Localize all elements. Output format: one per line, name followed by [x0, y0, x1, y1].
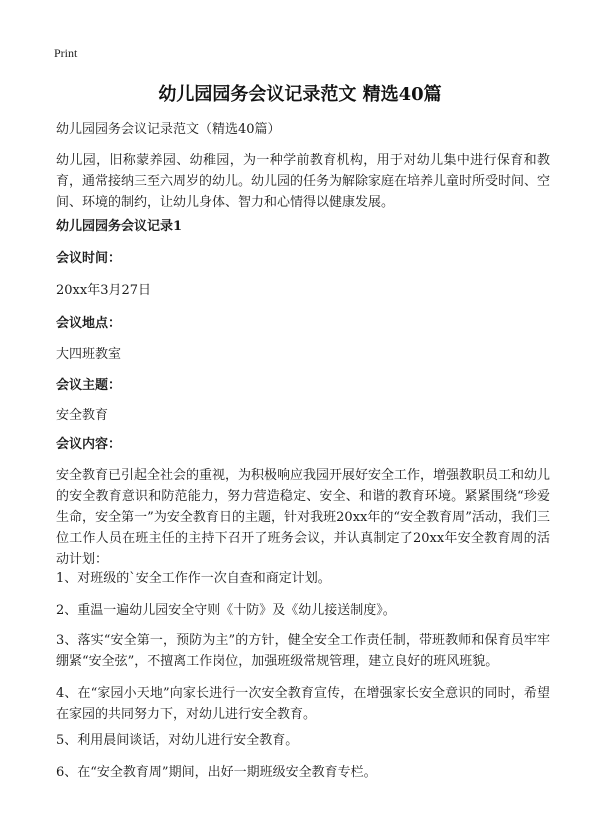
list-item: 2、重温一遍幼儿园安全守则《十防》及《幼儿接送制度》。	[56, 603, 396, 618]
print-label[interactable]: Print	[54, 46, 78, 60]
page-title: 幼儿园园务会议记录范文 精选40篇	[158, 84, 442, 105]
list-item: 4、在“家园小天地”向家长进行一次安全教育宣传，在增强家长安全意识的同时，希望在家园的共同努力下，对幼儿进行安全教育。	[56, 686, 550, 722]
meeting-time-value: 20xx年3月27日	[56, 283, 152, 298]
list-item: 5、利用晨间谈话，对幼儿进行安全教育。	[56, 733, 299, 748]
list-item: 1、对班级的`安全工作作一次自查和商定计划。	[56, 571, 331, 586]
intro-paragraph: 幼儿园，旧称蒙养园、幼稚园，为一种学前教育机构，用于对幼儿集中进行保育和教育，通常接纳三至六周岁的幼儿。幼儿园的任务为解除家庭在培养儿童时所受时间、空间、环境的制约，让幼儿身体、智力和心情得以健康发展。	[56, 153, 551, 210]
meeting-content-label: 会议内容：	[56, 437, 122, 452]
list-item: 6、在“安全教育周”期间，出好一期班级安全教育专栏。	[56, 765, 377, 780]
meeting-place-value: 大四班教室	[56, 347, 122, 362]
subtitle: 幼儿园园务会议记录范文（精选40篇）	[56, 122, 281, 137]
meeting-place-label: 会议地点：	[56, 316, 122, 331]
meeting-time-label: 会议时间：	[56, 251, 122, 266]
meeting-topic-value: 安全教育	[56, 408, 109, 423]
content-paragraph: 安全教育已引起全社会的重视，为积极响应我园开展好安全工作，增强教职员工和幼儿的安全教育意识和防范能力，努力营造稳定、安全、和谐的教育环境。紧紧围绕“珍爱生命，安全第一”为安全教育日的主题，针对我班20xx年的“安全教育周”活动，我们三位工作人员在班主任的主持下召开了班务会议，并认真制定了20xx年安全教育周的活动计划：	[56, 468, 551, 567]
meeting-topic-label: 会议主题：	[56, 378, 122, 393]
record-heading: 幼儿园园务会议记录1	[56, 219, 183, 234]
list-item: 3、落实“安全第一，预防为主”的方针，健全安全工作责任制，带班教师和保育员牢牢绷紧“安全弦”，不擅离工作岗位，加强班级常规管理，建立良好的班风班貌。	[56, 633, 550, 669]
